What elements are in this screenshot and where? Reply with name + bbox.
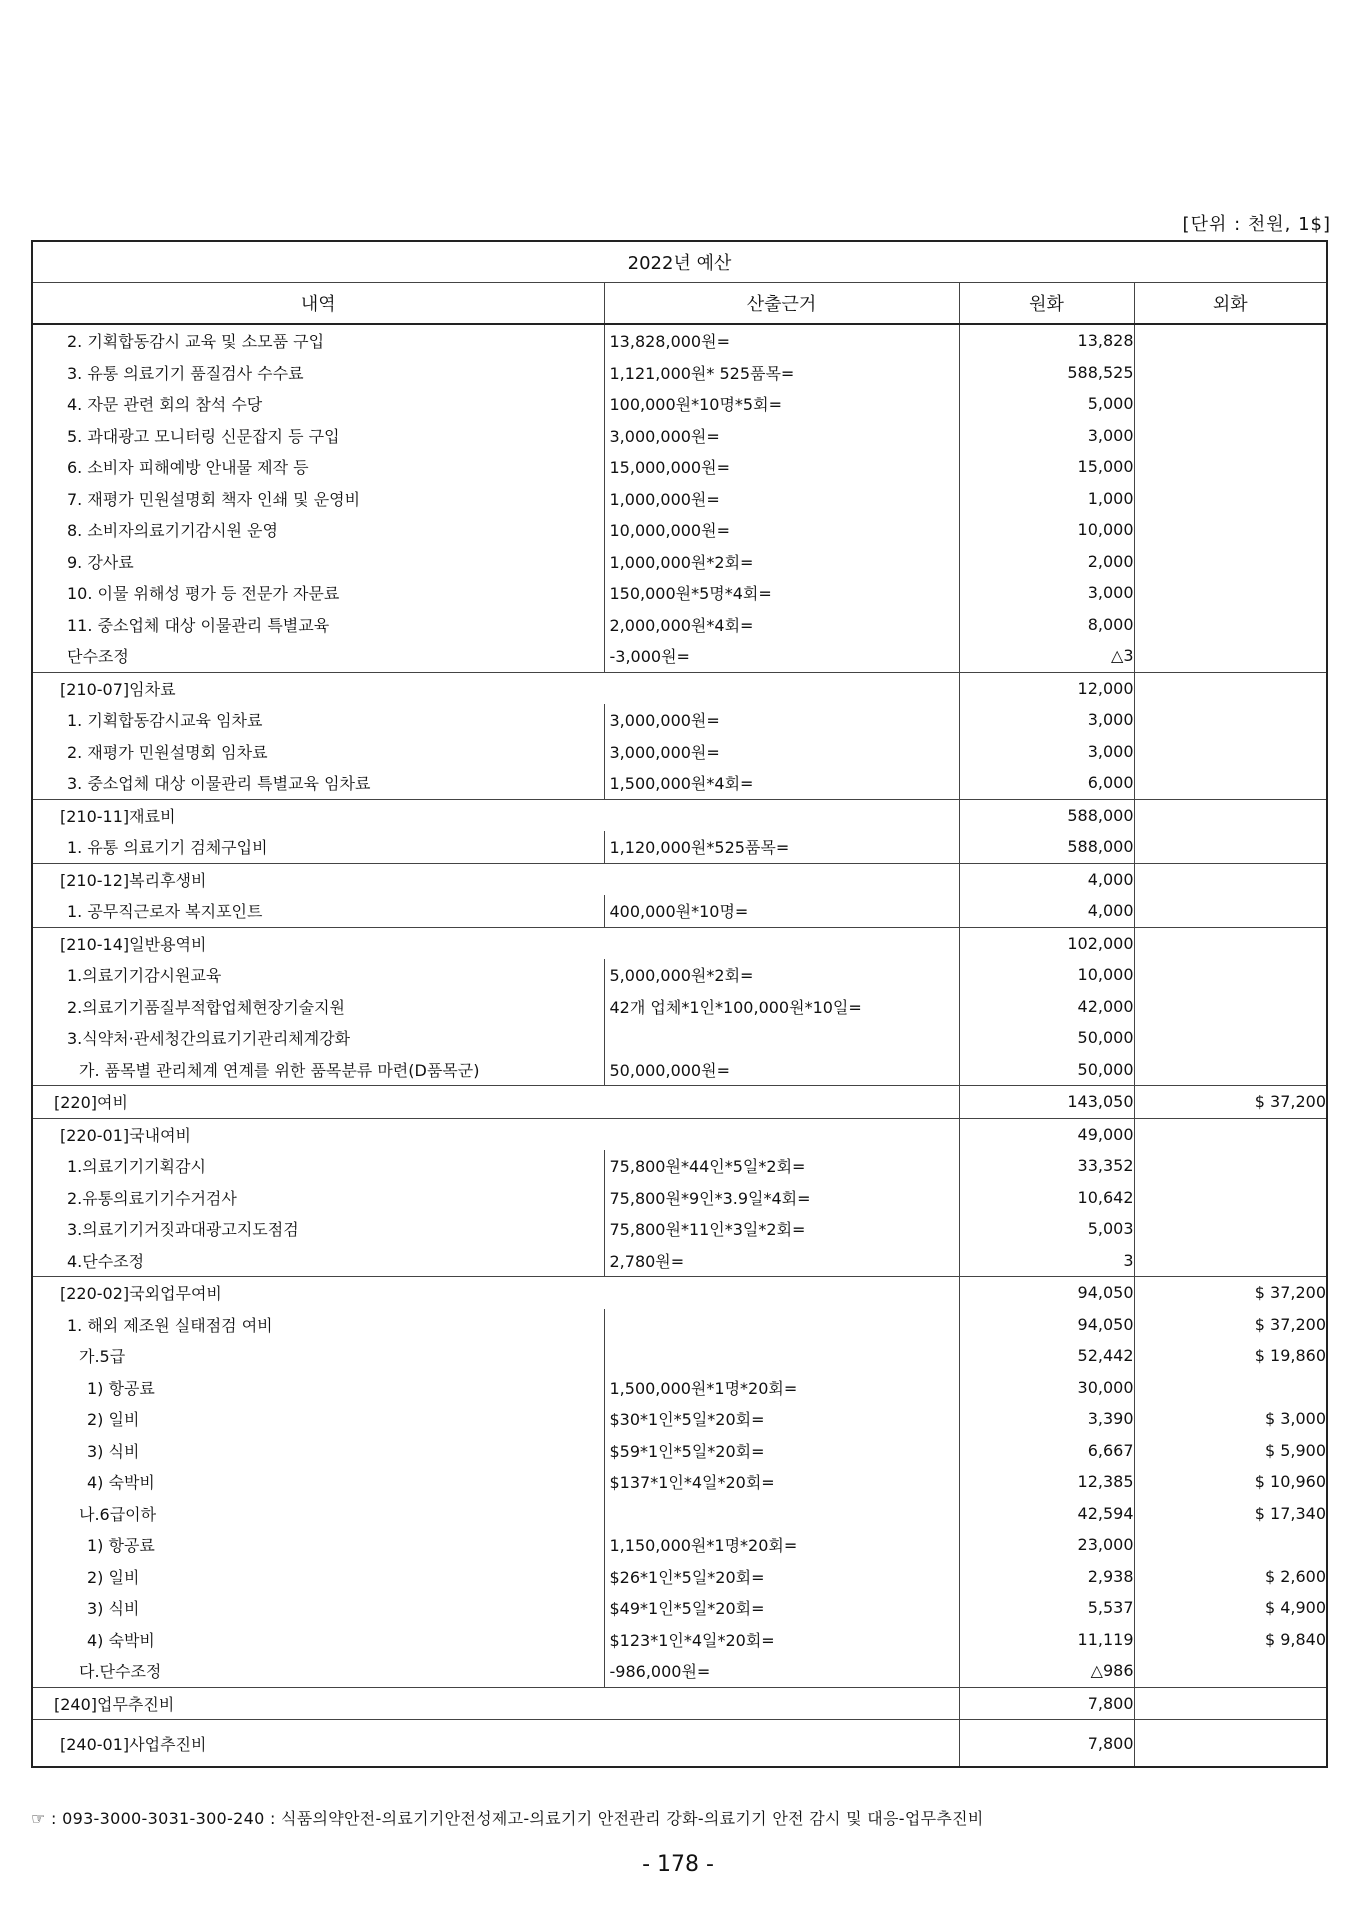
krw-cell: 50,000: [959, 1022, 1134, 1054]
usd-cell: $ 37,200: [1134, 1086, 1327, 1119]
item-cell: 3. 중소업체 대상 이물관리 특별교육 임차료: [32, 767, 604, 799]
basis-cell: 400,000원*10명=: [604, 895, 959, 927]
krw-cell: 3,390: [959, 1403, 1134, 1435]
krw-cell: 10,000: [959, 514, 1134, 546]
usd-cell: [1134, 1150, 1327, 1182]
item-cell: 3) 식비: [32, 1435, 604, 1467]
krw-cell: 10,642: [959, 1182, 1134, 1214]
table-row: [32, 704, 1327, 736]
item-cell: 5. 과대광고 모니터링 신문잡지 등 구입: [32, 420, 604, 452]
usd-cell: [1134, 1022, 1327, 1054]
table-row: [32, 1466, 1327, 1498]
krw-cell: 50,000: [959, 1054, 1134, 1086]
table-body: [32, 324, 1327, 1767]
item-cell: 1. 공무직근로자 복지포인트: [32, 895, 604, 927]
item-cell: 6. 소비자 피해예방 안내물 제작 등: [32, 451, 604, 483]
krw-cell: 3,000: [959, 420, 1134, 452]
item-cell: 2) 일비: [32, 1561, 604, 1593]
krw-cell: 6,667: [959, 1435, 1134, 1467]
usd-cell: [1134, 1687, 1327, 1720]
item-cell: 3.의료기기거짓과대광고지도점검: [32, 1213, 604, 1245]
krw-cell: 3: [959, 1245, 1134, 1277]
item-cell: 4) 숙박비: [32, 1466, 604, 1498]
item-cell: 4) 숙박비: [32, 1624, 604, 1656]
krw-cell: 5,003: [959, 1213, 1134, 1245]
krw-cell: 52,442: [959, 1340, 1134, 1372]
usd-cell: [1134, 672, 1327, 704]
usd-cell: [1134, 514, 1327, 546]
basis-cell: 1,000,000원*2회=: [604, 546, 959, 578]
table-row: [32, 1592, 1327, 1624]
usd-cell: $ 10,960: [1134, 1466, 1327, 1498]
krw-cell: 42,000: [959, 991, 1134, 1023]
header-basis: 산출근거: [604, 283, 959, 325]
usd-cell: [1134, 1182, 1327, 1214]
usd-cell: [1134, 959, 1327, 991]
krw-cell: 7,800: [959, 1720, 1134, 1768]
table-row: [32, 1561, 1327, 1593]
usd-cell: [1134, 704, 1327, 736]
usd-cell: [1134, 1118, 1327, 1150]
item-cell: 1.의료기기기획감시: [32, 1150, 604, 1182]
item-cell: [220-01]국내여비: [32, 1118, 959, 1150]
item-cell: [210-11]재료비: [32, 799, 959, 831]
usd-cell: [1134, 767, 1327, 799]
table-row: [32, 577, 1327, 609]
page-number: - 178 -: [642, 1852, 714, 1877]
krw-cell: △3: [959, 640, 1134, 672]
item-cell: 2) 일비: [32, 1403, 604, 1435]
item-cell: 나.6급이하: [32, 1498, 604, 1530]
table-row: [32, 1245, 1327, 1277]
table-row: [32, 1529, 1327, 1561]
basis-cell: 15,000,000원=: [604, 451, 959, 483]
table-row: [32, 736, 1327, 768]
krw-cell: 6,000: [959, 767, 1134, 799]
item-cell: 8. 소비자의료기기감시원 운영: [32, 514, 604, 546]
basis-cell: [604, 1022, 959, 1054]
basis-cell: 75,800원*11인*3일*2회=: [604, 1213, 959, 1245]
krw-cell: 94,050: [959, 1309, 1134, 1341]
krw-cell: 8,000: [959, 609, 1134, 641]
basis-cell: $26*1인*5일*20회=: [604, 1561, 959, 1593]
header-item: 내역: [32, 283, 604, 325]
basis-cell: 50,000,000원=: [604, 1054, 959, 1086]
item-cell: 2.유통의료기기수거검사: [32, 1182, 604, 1214]
krw-cell: 5,000: [959, 388, 1134, 420]
table-row: [32, 895, 1327, 927]
section-row: [32, 1118, 1327, 1150]
item-cell: [220]여비: [32, 1086, 959, 1119]
section-row: [32, 1277, 1327, 1309]
basis-cell: 10,000,000원=: [604, 514, 959, 546]
krw-cell: 49,000: [959, 1118, 1134, 1150]
basis-cell: 3,000,000원=: [604, 420, 959, 452]
krw-cell: 23,000: [959, 1529, 1134, 1561]
usd-cell: [1134, 640, 1327, 672]
table-row: [32, 1309, 1327, 1341]
basis-cell: 75,800원*9인*3.9일*4회=: [604, 1182, 959, 1214]
usd-cell: [1134, 420, 1327, 452]
item-cell: 9. 강사료: [32, 546, 604, 578]
basis-cell: 100,000원*10명*5회=: [604, 388, 959, 420]
basis-cell: $30*1인*5일*20회=: [604, 1403, 959, 1435]
table-row: [32, 514, 1327, 546]
footnote: ☞ : 093-3000-3031-300-240 : 식품의약안전-의료기기안전성제고-의료기기 안전관리 강화-의료기기 안전 감시 및 대응-업무추진비: [31, 1809, 984, 1828]
section-row: [32, 927, 1327, 959]
usd-cell: [1134, 799, 1327, 831]
krw-cell: 4,000: [959, 863, 1134, 895]
item-cell: 1. 기획합동감시교육 임차료: [32, 704, 604, 736]
table-row: [32, 1498, 1327, 1530]
item-cell: 11. 중소업체 대상 이물관리 특별교육: [32, 609, 604, 641]
basis-cell: 1,500,000원*1명*20회=: [604, 1372, 959, 1404]
basis-cell: -3,000원=: [604, 640, 959, 672]
table-row: [32, 1182, 1327, 1214]
table-row: [32, 609, 1327, 641]
krw-cell: 2,938: [959, 1561, 1134, 1593]
item-cell: [240-01]사업추진비: [32, 1720, 959, 1768]
table-row: [32, 1054, 1327, 1086]
krw-cell: 5,537: [959, 1592, 1134, 1624]
basis-cell: 1,121,000원* 525품목=: [604, 357, 959, 389]
usd-cell: [1134, 357, 1327, 389]
basis-cell: 1,500,000원*4회=: [604, 767, 959, 799]
usd-cell: [1134, 324, 1327, 357]
item-cell: 4.단수조정: [32, 1245, 604, 1277]
usd-cell: [1134, 863, 1327, 895]
usd-cell: $ 3,000: [1134, 1403, 1327, 1435]
item-cell: [220-02]국외업무여비: [32, 1277, 959, 1309]
item-cell: 단수조정: [32, 640, 604, 672]
section-row: [32, 799, 1327, 831]
item-cell: 가.5급: [32, 1340, 604, 1372]
section-row: [32, 672, 1327, 704]
basis-cell: 5,000,000원*2회=: [604, 959, 959, 991]
usd-cell: $ 5,900: [1134, 1435, 1327, 1467]
krw-cell: 11,119: [959, 1624, 1134, 1656]
krw-cell: 13,828: [959, 324, 1134, 357]
krw-cell: 2,000: [959, 546, 1134, 578]
basis-cell: 1,000,000원=: [604, 483, 959, 515]
table-row: [32, 1435, 1327, 1467]
table-row: [32, 451, 1327, 483]
usd-cell: $ 9,840: [1134, 1624, 1327, 1656]
krw-cell: 94,050: [959, 1277, 1134, 1309]
basis-cell: 42개 업체*1인*100,000원*10일=: [604, 991, 959, 1023]
krw-cell: 3,000: [959, 704, 1134, 736]
header-usd: 외화: [1134, 283, 1327, 325]
basis-cell: [604, 1309, 959, 1341]
item-cell: [240]업무추진비: [32, 1687, 959, 1720]
krw-cell: 7,800: [959, 1687, 1134, 1720]
basis-cell: [604, 1498, 959, 1530]
table-row: [32, 546, 1327, 578]
item-cell: 1. 해외 제조원 실태점검 여비: [32, 1309, 604, 1341]
usd-cell: [1134, 927, 1327, 959]
krw-cell: 15,000: [959, 451, 1134, 483]
usd-cell: [1134, 1655, 1327, 1687]
usd-cell: [1134, 1054, 1327, 1086]
table-row: [32, 388, 1327, 420]
usd-cell: [1134, 736, 1327, 768]
basis-cell: $123*1인*4일*20회=: [604, 1624, 959, 1656]
item-cell: 1.의료기기감시원교육: [32, 959, 604, 991]
usd-cell: [1134, 831, 1327, 863]
item-cell: 2. 기획합동감시 교육 및 소모품 구입: [32, 324, 604, 357]
item-cell: 3) 식비: [32, 1592, 604, 1624]
usd-cell: [1134, 483, 1327, 515]
table-row: [32, 1213, 1327, 1245]
usd-cell: $ 4,900: [1134, 1592, 1327, 1624]
usd-cell: [1134, 1720, 1327, 1768]
item-cell: [210-12]복리후생비: [32, 863, 959, 895]
item-cell: 4. 자문 관련 회의 참석 수당: [32, 388, 604, 420]
krw-cell: 588,000: [959, 831, 1134, 863]
budget-table: [31, 240, 1328, 1768]
table-row: [32, 991, 1327, 1023]
usd-cell: $ 37,200: [1134, 1309, 1327, 1341]
basis-cell: 150,000원*5명*4회=: [604, 577, 959, 609]
item-cell: 가. 품목별 관리체계 연계를 위한 품목분류 마련(D품목군): [32, 1054, 604, 1086]
krw-cell: 4,000: [959, 895, 1134, 927]
table-row: [32, 420, 1327, 452]
usd-cell: [1134, 609, 1327, 641]
krw-cell: △986: [959, 1655, 1134, 1687]
item-cell: 2.의료기기품질부적합업체현장기술지원: [32, 991, 604, 1023]
table-row: [32, 1403, 1327, 1435]
basis-cell: -986,000원=: [604, 1655, 959, 1687]
item-cell: 2. 재평가 민원설명회 임차료: [32, 736, 604, 768]
table-row: [32, 1655, 1327, 1687]
item-cell: 3. 유통 의료기기 품질검사 수수료: [32, 357, 604, 389]
table-row: [32, 1022, 1327, 1054]
table-row: [32, 1340, 1327, 1372]
section-row: [32, 863, 1327, 895]
item-cell: [210-07]임차료: [32, 672, 959, 704]
usd-cell: [1134, 991, 1327, 1023]
krw-cell: 33,352: [959, 1150, 1134, 1182]
basis-cell: 75,800원*44인*5일*2회=: [604, 1150, 959, 1182]
krw-cell: 10,000: [959, 959, 1134, 991]
item-cell: [210-14]일반용역비: [32, 927, 959, 959]
usd-cell: [1134, 1529, 1327, 1561]
usd-cell: [1134, 546, 1327, 578]
krw-cell: 3,000: [959, 736, 1134, 768]
table-title: 2022년 예산: [32, 241, 1327, 283]
krw-cell: 12,385: [959, 1466, 1134, 1498]
item-cell: 3.식약처·관세청간의료기기관리체계강화: [32, 1022, 604, 1054]
item-cell: 1. 유통 의료기기 검체구입비: [32, 831, 604, 863]
usd-cell: [1134, 1372, 1327, 1404]
usd-cell: [1134, 451, 1327, 483]
item-cell: 10. 이물 위해성 평가 등 전문가 자문료: [32, 577, 604, 609]
usd-cell: $ 37,200: [1134, 1277, 1327, 1309]
item-cell: 다.단수조정: [32, 1655, 604, 1687]
table-row: [32, 1624, 1327, 1656]
basis-cell: $59*1인*5일*20회=: [604, 1435, 959, 1467]
usd-cell: $ 19,860: [1134, 1340, 1327, 1372]
usd-cell: $ 2,600: [1134, 1561, 1327, 1593]
krw-cell: 42,594: [959, 1498, 1134, 1530]
usd-cell: [1134, 1213, 1327, 1245]
basis-cell: 1,150,000원*1명*20회=: [604, 1529, 959, 1561]
usd-cell: [1134, 895, 1327, 927]
unit-label: [단위 : 천원, 1$]: [1182, 214, 1331, 235]
item-cell: 1) 항공료: [32, 1372, 604, 1404]
krw-cell: 588,000: [959, 799, 1134, 831]
basis-cell: $49*1인*5일*20회=: [604, 1592, 959, 1624]
table-row: [32, 831, 1327, 863]
item-cell: 7. 재평가 민원설명회 책자 인쇄 및 운영비: [32, 483, 604, 515]
header-krw: 원화: [959, 283, 1134, 325]
usd-cell: $ 17,340: [1134, 1498, 1327, 1530]
item-cell: 1) 항공료: [32, 1529, 604, 1561]
basis-cell: 3,000,000원=: [604, 736, 959, 768]
krw-cell: 3,000: [959, 577, 1134, 609]
table-row: [32, 357, 1327, 389]
basis-cell: 2,000,000원*4회=: [604, 609, 959, 641]
section-row: [32, 1720, 1327, 1768]
section-row: [32, 1687, 1327, 1720]
table-row: [32, 1150, 1327, 1182]
basis-cell: 1,120,000원*525품목=: [604, 831, 959, 863]
usd-cell: [1134, 1245, 1327, 1277]
krw-cell: 12,000: [959, 672, 1134, 704]
table-row: [32, 483, 1327, 515]
krw-cell: 30,000: [959, 1372, 1134, 1404]
usd-cell: [1134, 577, 1327, 609]
krw-cell: 588,525: [959, 357, 1134, 389]
usd-cell: [1134, 388, 1327, 420]
basis-cell: 13,828,000원=: [604, 324, 959, 357]
table-row: [32, 640, 1327, 672]
table-row: [32, 959, 1327, 991]
table-row: [32, 1372, 1327, 1404]
basis-cell: $137*1인*4일*20회=: [604, 1466, 959, 1498]
krw-cell: 102,000: [959, 927, 1134, 959]
krw-cell: 143,050: [959, 1086, 1134, 1119]
table-row: [32, 324, 1327, 357]
basis-cell: 2,780원=: [604, 1245, 959, 1277]
section-row: [32, 1086, 1327, 1119]
basis-cell: [604, 1340, 959, 1372]
basis-cell: 3,000,000원=: [604, 704, 959, 736]
krw-cell: 1,000: [959, 483, 1134, 515]
table-row: [32, 767, 1327, 799]
